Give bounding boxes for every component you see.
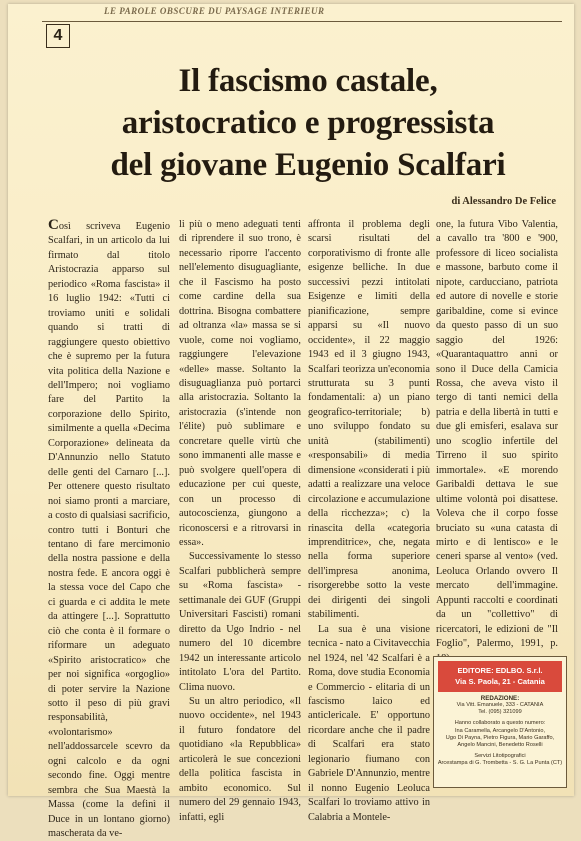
publisher-banner — [438, 661, 562, 692]
paragraph: one, la futura Vibo Valentia, a cavallo tra '800 e '900, professore di liceo socialista e massone, barbuto come il nipote, carducciano, patriota ed autore di novelle e storie garibaldine, come si evince da questo passo di un suo saggio del 1926: «Quarantaquattro anni or sono il Duce della Camicia Rossa, che aveva visto il tergo di tanti nemici della patria e della libertà in tutti e due gli emisferi, esalava sur uno scoglio infertile del Tirreno il suo spirito immortale». «E morendo Garibaldi dettava le sue ultime volontà poi disattese. Voleva che il corpo fosse bruciato su «una catasta di mirto e di lentisco» e le ceneri sparse al vento» (ved. Leoluca Orlando ovvero Il mercato dell'immagine. Appunti raccolti e coordinati da un "collettivo" di ricercatori, le edizioni de "Il Foglio", Palermo, 1991, p. — [436, 219, 558, 650]
redazione-phone: Tel. (095) 321099 — [478, 709, 522, 716]
text-column-3 — [308, 218, 430, 825]
byline: di Alessandro De Felice — [451, 196, 556, 207]
article-title-line-3: del giovane Eugenio Scalfari — [110, 147, 506, 183]
text-column-4 — [436, 218, 558, 666]
redazione-address: Via Vitt. Emanuele, 333 - CATANIA — [456, 702, 544, 708]
running-header: LE PAROLE OBSCURE DU PAYSAGE INTERIEUR — [104, 6, 325, 16]
article-title-line-1: Il fascismo castale, — [178, 63, 438, 99]
publisher-name: EDITORE: EDLBO. S.r.l. — [457, 666, 543, 675]
collaboratori-label: Hanno collaborato a questo numero: — [454, 720, 546, 727]
collaboratori-line: Angelo Mancini, Benedetto Roselli — [457, 742, 543, 749]
collaboratori-line: Ugo Di Payna, Pietro Figura, Mario Garaffo, — [445, 734, 555, 741]
article-title-line-2: aristocratico e progressista — [121, 105, 495, 141]
redazione-label: REDAZIONE: — [480, 695, 520, 702]
drop-cap: C — [48, 217, 59, 233]
paragraph: li più o meno adeguati tenti di riprendere il suo trono, è necessario riporre l'accento nell'elemento disuguagliante, che il Fascismo ha posto come cardine della sua dottrina. Bisogna combattere ad oltranza «la» massa se si vuole, come noi vogliamo, raggiungere l'elevazione «delle» masse. Soltanto la disuguaglianza può portarci alla aristocrazia. Soltanto la aristocrazia (s'intende non l'élite) può sublimare e concretare quelle virtù che sono immanenti alle masse e può svolgere quell'opera di educazione per cui queste, con un processo di autocoscienza, giungono a riconoscersi e a ritrovarsi in essa». — [179, 219, 301, 548]
header-rule — [42, 21, 562, 22]
paragraph: Così scriveva Eugenio Scalfari, in un articolo da lui firmato dal titolo Aristocrazia apparso sul periodico «Roma fascista» il 16 luglio 1942: «Tutti ci troviamo uniti e solidali quando si tratti di raggiungere questo obiettivo che è supremo per la futura vita politica della Nazione e dell'Impero; noi vogliamo fare del Partito la corporazione dello Spirito, similmente a quella «Decima Corporazione» delineata da D'Annunzio nello Statuto delle genti del Carnaro [...]. Per ottenere questo risultato noi siamo pronti a marciare, a costo di qualsiasi sacrificio, contro tutti i Bonturi che tentano di fare mercimonio della nostra passione e della nostra fede. E ancora oggi è la stessa voce del Capo che ci guarda e ci addita le mete da attingere [...]. Soprattutto ciò che conta è il formare o riformare un adeguato «Spirito aristocratico» che per noi significa «orgoglio» di poter servire la Nazione sotto il peso di più gravi responsabilità, «volontarismo» nell'addossarcele scevro da ogni calcolo e da ogni secondo fine. Oggi mentre sembra che Sua Maestà la Massa (come la definì il Duce in un lontano giorno) mascherata da ve- — [48, 217, 170, 840]
paragraph: La sua è una visione tecnica - nato a Civitavecchia nel 1924, nel '42 Scalfari è a Roma, dove studia Economia e Commercio - elitaria di un fascismo laico ed anticlericale. E' opportuno ricordare anche che il padre di Scalfari era stato legionario fiumano con Gabriele D'Annunzio, mentre il nonno Eugenio Leoluca Scalfari lo troviamo attivo in Calabria a Montele- — [308, 623, 430, 823]
paragraph: affronta il problema degli scarsi risultati del corporativismo di fronte alle esigenze belliche. In due successivi pezzi intitolati Esigenze e limiti della pianificazione, sempre apparsi su «Il nuovo occidente», il 22 maggio 1943 ed il 3 giugno 1943, Scalfari teorizza un'economia strutturata su 3 punti fondamentali: a) un piano geografico-territoriale; b) uno sviluppo fondato su unità (stabilimenti) «responsabili» di media dimensione «considerati i più adatti a realizzare una veloce circolazione e accumulazione della ricchezza»; c) la rinascita della «categoria imprenditrice», che, negata nella forma superiore dell'impresa anonima, risorgerebbe sotto la veste dei dirigenti dei singoli stabilimenti. — [308, 219, 430, 621]
article-title — [68, 60, 548, 186]
servizi-line: Arcestampa di G. Trombetta - S. G. La Punta (CT) — [437, 760, 563, 767]
magazine-page — [8, 4, 574, 840]
page-number: 4 — [46, 24, 70, 48]
servizi-label: Servizi Litotipografici — [474, 753, 526, 760]
paragraph: Su un altro periodico, «Il nuovo occidente», nel 1943 il futuro fondatore del quotidiano «la Repubblica» articolerà le sue concezioni della politica fascista in ambito economico. Sul numero del 29 gennaio 1943, infatti, egli — [179, 695, 301, 823]
text-column-1 — [48, 218, 170, 841]
publisher-address: Via S. Paola, 21 - Catania — [455, 677, 545, 686]
text-column-2 — [179, 218, 301, 825]
publisher-box — [433, 656, 567, 788]
collaboratori-line: Ina Caramella, Arcangelo D'Antonio, — [455, 727, 545, 734]
paragraph: Successivamente lo stesso Scalfari pubblicherà sempre su «Roma fascista» - settimanale dei GUF (Gruppi Universitari Fascisti) romani diretto da Ugo Indrio - nel numero del 10 dicembre 1942 un interessante articolo intitolato L'ora del Partito. Clima nuovo. — [179, 551, 301, 693]
